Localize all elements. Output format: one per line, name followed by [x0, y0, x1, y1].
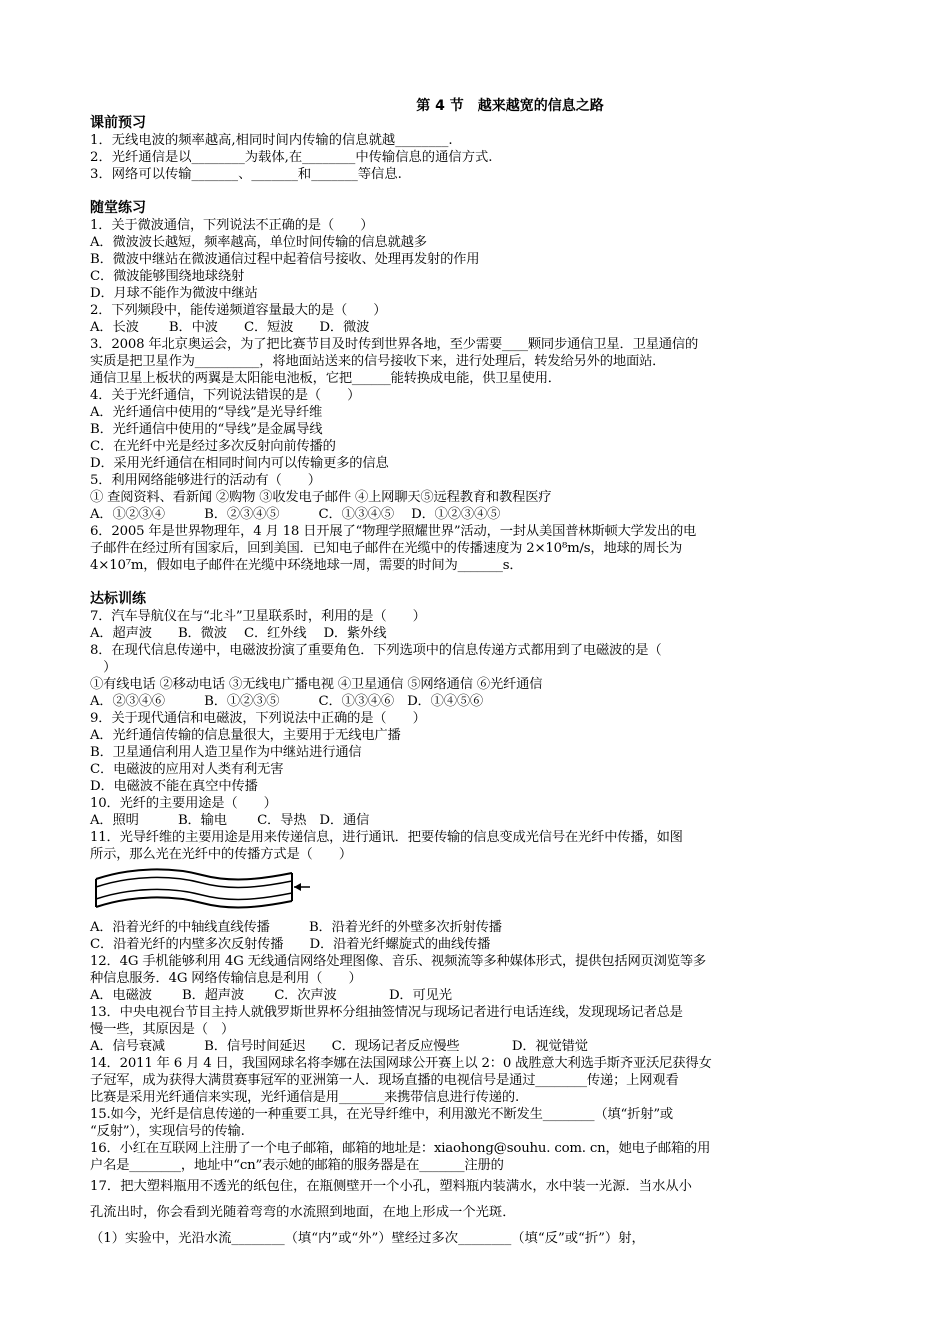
question-line: 15.如今，光纤是信息传递的一种重要工具，在光导纤维中，利用激光不断发生________（填“折射”或 — [90, 1107, 674, 1122]
question-line: B．微波中继站在微波通信过程中起着信号接收、处理再发射的作用 — [90, 252, 480, 267]
question-line: 7．汽车导航仪在与“北斗”卫星联系时，利用的是（ ） — [90, 609, 426, 624]
question-line: 6．2005 年是世界物理年，4 月 18 日开展了“物理学照耀世界”活动，一封从美国普林斯顿大学发出的电 — [90, 524, 697, 539]
question-line: （1）实验中，光沿水流________（填“内”或“外”）壁经过多次________（填“反”或“折”）射， — [90, 1231, 645, 1246]
question-line: “反射”），实现信号的传输. — [90, 1124, 245, 1139]
question-line: 13．中央电视台节目主持人就俄罗斯世界杯分组抽签情况与现场记者进行电话连线，发现现场记者总是 — [90, 1005, 683, 1020]
section-training-lines-c — [90, 1174, 870, 1252]
question-line: 4．关于光纤通信，下列说法错误的是（ ） — [90, 388, 361, 403]
question-line: C．电磁波的应用对人类有利无害 — [90, 762, 284, 777]
question-line: 3．2008 年北京奥运会，为了把比赛节目及时传到世界各地，至少需要____颗同步通信卫星．卫星通信的 — [90, 337, 699, 352]
question-line: 14．2011 年 6 月 4 日，我国网球名将李娜在法国网球公开赛上以 2：0 战胜意大利选手斯齐亚沃尼获得女 — [90, 1056, 712, 1071]
question-line: B．卫星通信利用人造卫星作为中继站进行通信 — [90, 745, 362, 760]
question-line: 慢一些，其原因是（ ） — [90, 1022, 235, 1037]
question-line: C．在光纤中光是经过多次反射向前传播的 — [90, 439, 336, 454]
question-line: 12．4G 手机能够利用 4G 无线通信网络处理图像、音乐、视频流等多种媒体形式，提供包括网页浏览等多 — [90, 954, 707, 969]
question-line: 子冠军，成为获得大满贯赛事冠军的亚洲第一人．现场直播的电视信号是通过________传递；上网观看 — [90, 1073, 679, 1088]
question-line: A．超声波 B．微波 C．红外线 D．紫外线 — [90, 626, 387, 641]
question-line: ） — [90, 660, 117, 675]
question-line: A．①②③④ B．②③④⑤ C．①③④⑤ D．①②③④⑤ — [90, 507, 501, 522]
question-line: 种信息服务．4G 网络传输信息是利用（ ） — [90, 971, 362, 986]
question-line: 9．关于现代通信和电磁波，下列说法中正确的是（ ） — [90, 711, 426, 726]
question-line: D．月球不能作为微波中继站 — [90, 286, 258, 301]
question-line: 通信卫星上板状的两翼是太阳能电池板，它把______能转换成电能，供卫星使用． — [90, 371, 561, 386]
question-line: ① 查阅资料、看新闻 ②购物 ③收发电子邮件 ④上网聊天⑤远程教育和教程医疗 — [90, 490, 552, 505]
question-line: D．采用光纤通信在相同时间内可以传输更多的信息 — [90, 456, 389, 471]
question-line: 比赛是采用光纤通信来实现，光纤通信是用_______来携带信息进行传递的. — [90, 1090, 519, 1105]
question-line: A．光纤通信传输的信息量很大，主要用于无线电广播 — [90, 728, 401, 743]
question-line: 2．下列频段中，能传递频道容量最大的是（ ） — [90, 303, 387, 318]
question-line: 4×10⁷m，假如电子邮件在光缆中环绕地球一周，需要的时间为_______s． — [90, 558, 523, 573]
worksheet-page — [90, 97, 870, 1252]
section-heading-practice: 随堂练习 — [90, 200, 146, 216]
optical-fiber-figure — [92, 865, 870, 917]
question-line: A．沿着光纤的中轴线直线传播 B．沿着光纤的外壁多次折射传播 — [90, 920, 502, 935]
question-line: 16．小红在互联网上注册了一个电子邮箱，邮箱的地址是：xiaohong@souhu. com. cn，她电子邮箱的用 — [90, 1141, 711, 1156]
question-line: C．沿着光纤的内壁多次反射传播 D．沿着光纤螺旋式的曲线传播 — [90, 937, 491, 952]
question-line: 孔流出时，你会看到光随着弯弯的水流照到地面，在地上形成一个光斑． — [90, 1205, 516, 1220]
question-line: A．信号衰减 B．信号时间延迟 C．现场记者反应慢些 D．视觉错觉 — [90, 1039, 588, 1054]
section-training-lines-b — [90, 919, 870, 1174]
question-line: 实质是把卫星作为__________，将地面站送来的信号接收下来，进行处理后，转发给另外的地面站． — [90, 354, 666, 369]
question-line: 2．光纤通信是以________为载体,在________中传输信息的通信方式. — [90, 150, 493, 165]
section-heading-training: 达标训练 — [90, 591, 146, 607]
section-training-lines-a — [90, 608, 870, 863]
page-title: 第 4 节 越来越宽的信息之路 — [416, 98, 604, 114]
question-line: 8．在现代信息传递中，电磁波扮演了重要角色．下列选项中的信息传递方式都用到了电磁波的是（ — [90, 643, 662, 658]
question-line: 1．无线电波的频率越高,相同时间内传输的信息就越________. — [90, 133, 453, 148]
question-line: 1．关于微波通信，下列说法不正确的是（ ） — [90, 218, 374, 233]
section-practice-lines — [90, 217, 870, 574]
question-line: A．光纤通信中使用的“导线”是光导纤维 — [90, 405, 323, 420]
question-line: A．电磁波 B．超声波 C．次声波 D．可见光 — [90, 988, 452, 1003]
question-line: 17．把大塑料瓶用不透光的纸包住，在瓶侧壁开一个小孔，塑料瓶内装满水，水中装一光源．当水从小 — [90, 1179, 692, 1194]
question-line: 10．光纤的主要用途是（ ） — [90, 796, 277, 811]
question-line: 子邮件在经过所有国家后，回到美国．已知电子邮件在光缆中的传播速度为 2×10⁸m/s，地球的周长为 — [90, 541, 683, 556]
question-line: 户名是________，地址中“cn”表示她的邮箱的服务器是在_______注册的 — [90, 1158, 504, 1173]
section-preview-lines — [90, 132, 870, 183]
section-heading-preview: 课前预习 — [90, 115, 146, 131]
question-line: ①有线电话 ②移动电话 ③无线电广播电视 ④卫星通信 ⑤网络通信 ⑥光纤通信 — [90, 677, 543, 692]
question-line: A．长波 B．中波 C．短波 D．微波 — [90, 320, 370, 335]
optical-fiber-diagram — [92, 865, 312, 917]
question-line: B．光纤通信中使用的“导线”是金属导线 — [90, 422, 323, 437]
question-line: 3．网络可以传输_______、_______和_______等信息. — [90, 167, 402, 182]
question-line: A．照明 B．输电 C．导热 D．通信 — [90, 813, 370, 828]
question-line: C．微波能够围绕地球绕射 — [90, 269, 245, 284]
question-line: 11．光导纤维的主要用途是用来传递信息，进行通讯．把要传输的信息变成光信号在光纤中传播，如图 — [90, 830, 683, 845]
question-line: A．②③④⑥ B．①②③⑤ C．①③④⑥ D．①④⑤⑥ — [90, 694, 484, 709]
question-line: D．电磁波不能在真空中传播 — [90, 779, 258, 794]
question-line: A．微波波长越短，频率越高，单位时间传输的信息就越多 — [90, 235, 427, 250]
question-line: 5．利用网络能够进行的活动有（ ） — [90, 473, 321, 488]
question-line: 所示，那么光在光纤中的传播方式是（ ） — [90, 847, 352, 862]
